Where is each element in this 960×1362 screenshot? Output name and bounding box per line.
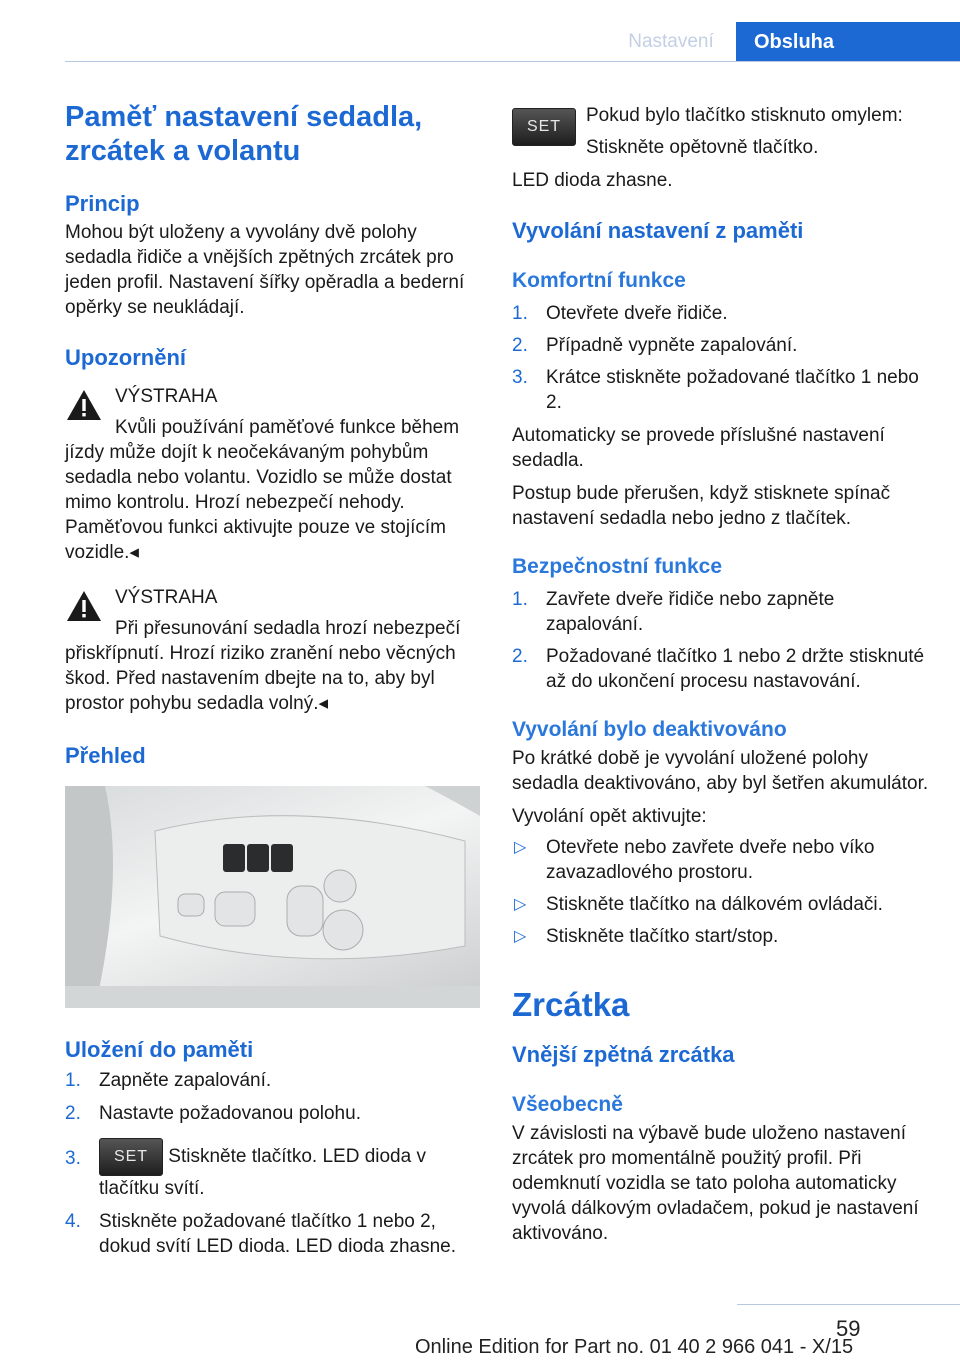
left-column	[65, 100, 477, 1259]
list-item: 1. Zapněte zapalování.	[65, 1070, 272, 1091]
list-item: 1. Otevřete dveře řidiče.	[512, 303, 728, 324]
mistake-line-1: Pokud bylo tlačítko stisknuto omylem:	[586, 105, 903, 126]
list-item: ▷ Stiskněte tlačítko start/stop.	[514, 926, 779, 947]
page-number: 59	[836, 1316, 861, 1341]
mistake-note	[512, 100, 930, 164]
list-item: 2. Případně vypněte zapalování.	[512, 335, 798, 356]
save-heading: Uložení do paměti	[65, 1037, 254, 1062]
warning-triangle-icon	[65, 388, 103, 422]
list-item: ▷ Otevřete nebo zavřete dveře nebo víko zavazadlového prostoru.	[514, 837, 875, 883]
comfort-after-1: Automaticky se provede příslušné nastavení sedadla.	[512, 425, 885, 471]
warning-text: Při přesunování sedadla hrozí nebezpečí přiskřípnutí. Hrozí riziko zranění nebo věcných škod. Před nastavením dbejte na to, aby byl prostor pohybu sedadla volný.◂	[65, 618, 461, 714]
deactivated-text: Po krátké době je vyvolání uložené polohy sedadla deaktivováno, aby byl šetřen akumulátor.	[512, 748, 929, 794]
principle-heading: Princip	[65, 191, 140, 216]
seat-control-panel-image	[65, 786, 480, 1008]
comfort-steps	[512, 301, 930, 415]
page-header	[0, 0, 960, 62]
list-item: 4. Stiskněte požadované tlačítko 1 nebo 2, dokud svítí LED dioda. LED dioda zhasne.	[65, 1211, 457, 1257]
list-item: 2. Nastavte požadovanou polohu.	[65, 1103, 361, 1124]
warning-block-1	[65, 384, 477, 565]
right-column	[512, 100, 930, 1246]
general-heading: Všeobecně	[512, 1093, 623, 1116]
save-steps	[65, 1068, 477, 1259]
safety-heading: Bezpečnostní funkce	[512, 555, 723, 578]
mirrors-subheading: Vnější zpětná zrcátka	[512, 1042, 735, 1067]
set-button-icon: SET	[512, 108, 576, 146]
deactivated-heading: Vyvolání bylo deaktivováno	[512, 718, 787, 741]
mistake-line-2: Stiskněte opětovně tlačítko.	[586, 137, 819, 158]
safety-steps	[512, 587, 930, 694]
comfort-heading: Komfortní funkce	[512, 269, 686, 292]
overview-heading: Přehled	[65, 743, 146, 768]
mirrors-text: V závislosti na výbavě bude uloženo nastavení zrcátek pro momentálně použitý profil. Při odemknutí vozidla se tato poloha automaticky vyvolá dálkovým ovladačem, pokud je nastavení aktivováno.	[512, 1123, 919, 1244]
header-divider	[65, 61, 960, 62]
list-item: 3. SET Stiskněte tlačítko. LED dioda v tlačítku svítí.	[65, 1138, 477, 1201]
warning-triangle-icon	[65, 589, 103, 623]
warning-text: Kvůli používání paměťové funkce během jízdy může dojít k neočekávaným pohybům sedadla nebo volantu. Vozidlo se může dostat mimo kontrolu. Hrozí nebezpečí nehody. Paměťovou funkci aktivujte pouze ve stojícím vozidle.◂	[65, 417, 460, 563]
set-button-icon: SET	[99, 1138, 163, 1176]
comfort-after-2: Postup bude přerušen, když stisknete spínač nastavení sedadla nebo jedno z tlačítek.	[512, 483, 891, 529]
list-item: ▷ Stiskněte tlačítko na dálkovém ovládači.	[514, 894, 883, 915]
led-off-text: LED dioda zhasne.	[512, 170, 673, 191]
section-title: Paměť nastavení sedadla, zrcátek a volantu	[65, 101, 423, 167]
warnings-heading: Upozornění	[65, 345, 186, 370]
warning-label: VÝSTRAHA	[115, 587, 218, 608]
list-item: 2. Požadované tlačítko 1 nebo 2 držte stisknuté až do ukončení procesu nastavování.	[512, 646, 925, 692]
list-item: 3. Krátce stiskněte požadované tlačítko 1 nebo 2.	[512, 367, 919, 413]
mirrors-heading: Zrcátka	[512, 986, 630, 1023]
principle-text: Mohou být uloženy a vyvolány dvě polohy sedadla řidiče a vnějších zpětných zrcátek pro jeden profil. Nastavení šířky opěradla a bederní opěrky se neukládají.	[65, 222, 465, 318]
list-item: 1. Zavřete dveře řidiče nebo zapněte zapalování.	[512, 589, 835, 635]
seat-controls-photo	[65, 786, 480, 1008]
edition-footer: Online Edition for Part no. 01 40 2 966 041 - X/15	[415, 1336, 854, 1358]
recall-heading: Vyvolání nastavení z paměti	[512, 218, 804, 243]
warning-block-2	[65, 585, 477, 716]
warning-label: VÝSTRAHA	[115, 386, 218, 407]
tab-nastaveni[interactable]: Nastavení	[628, 31, 714, 52]
reactivate-text: Vyvolání opět aktivujte:	[512, 806, 707, 827]
tab-obsluha[interactable]: Obsluha	[736, 22, 960, 62]
footer-divider	[737, 1304, 960, 1305]
reactivate-bullets	[512, 835, 930, 949]
